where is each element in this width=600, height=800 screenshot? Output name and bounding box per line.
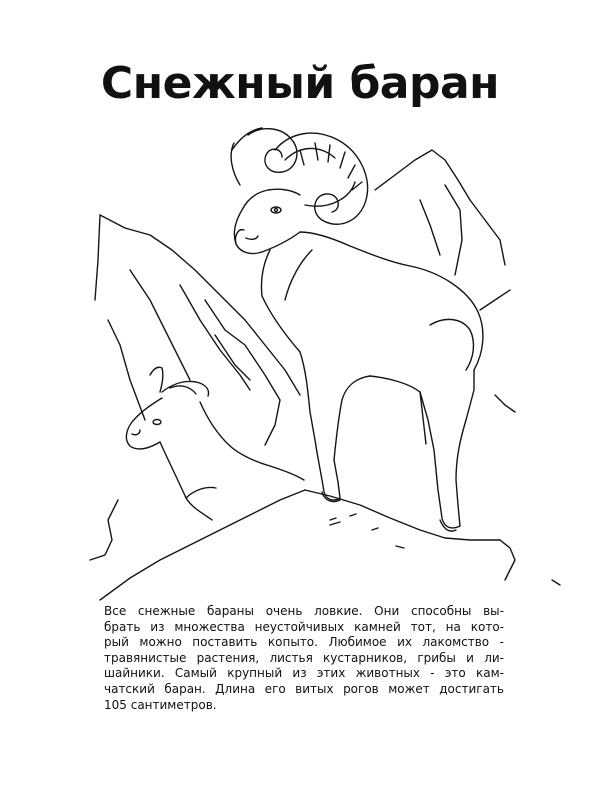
text-line: рый можно поставить копыто. Любимое их лакомство - [104, 635, 504, 650]
text-line: брать из множества неустойчивых камней тот, на кото- [104, 619, 504, 634]
text-line: травянистые растения, листья кустарников, грибы и ли- [104, 650, 504, 665]
text-line: шайники. Самый крупный из этих животных - это кам- [104, 666, 504, 681]
text-line: Все снежные бараны очень ловкие. Они способны вы- [104, 604, 504, 618]
page-title: Снежный баран [100, 58, 500, 109]
text-line: чатский баран. Длина его витых рогов может достигать [104, 681, 504, 696]
text-line: 105 сантиметров. [104, 697, 217, 712]
description-paragraph [104, 604, 504, 713]
ram-large [231, 128, 483, 531]
cliff-ground [90, 490, 560, 600]
ewe-small [126, 367, 304, 520]
mountain-right [375, 150, 515, 412]
